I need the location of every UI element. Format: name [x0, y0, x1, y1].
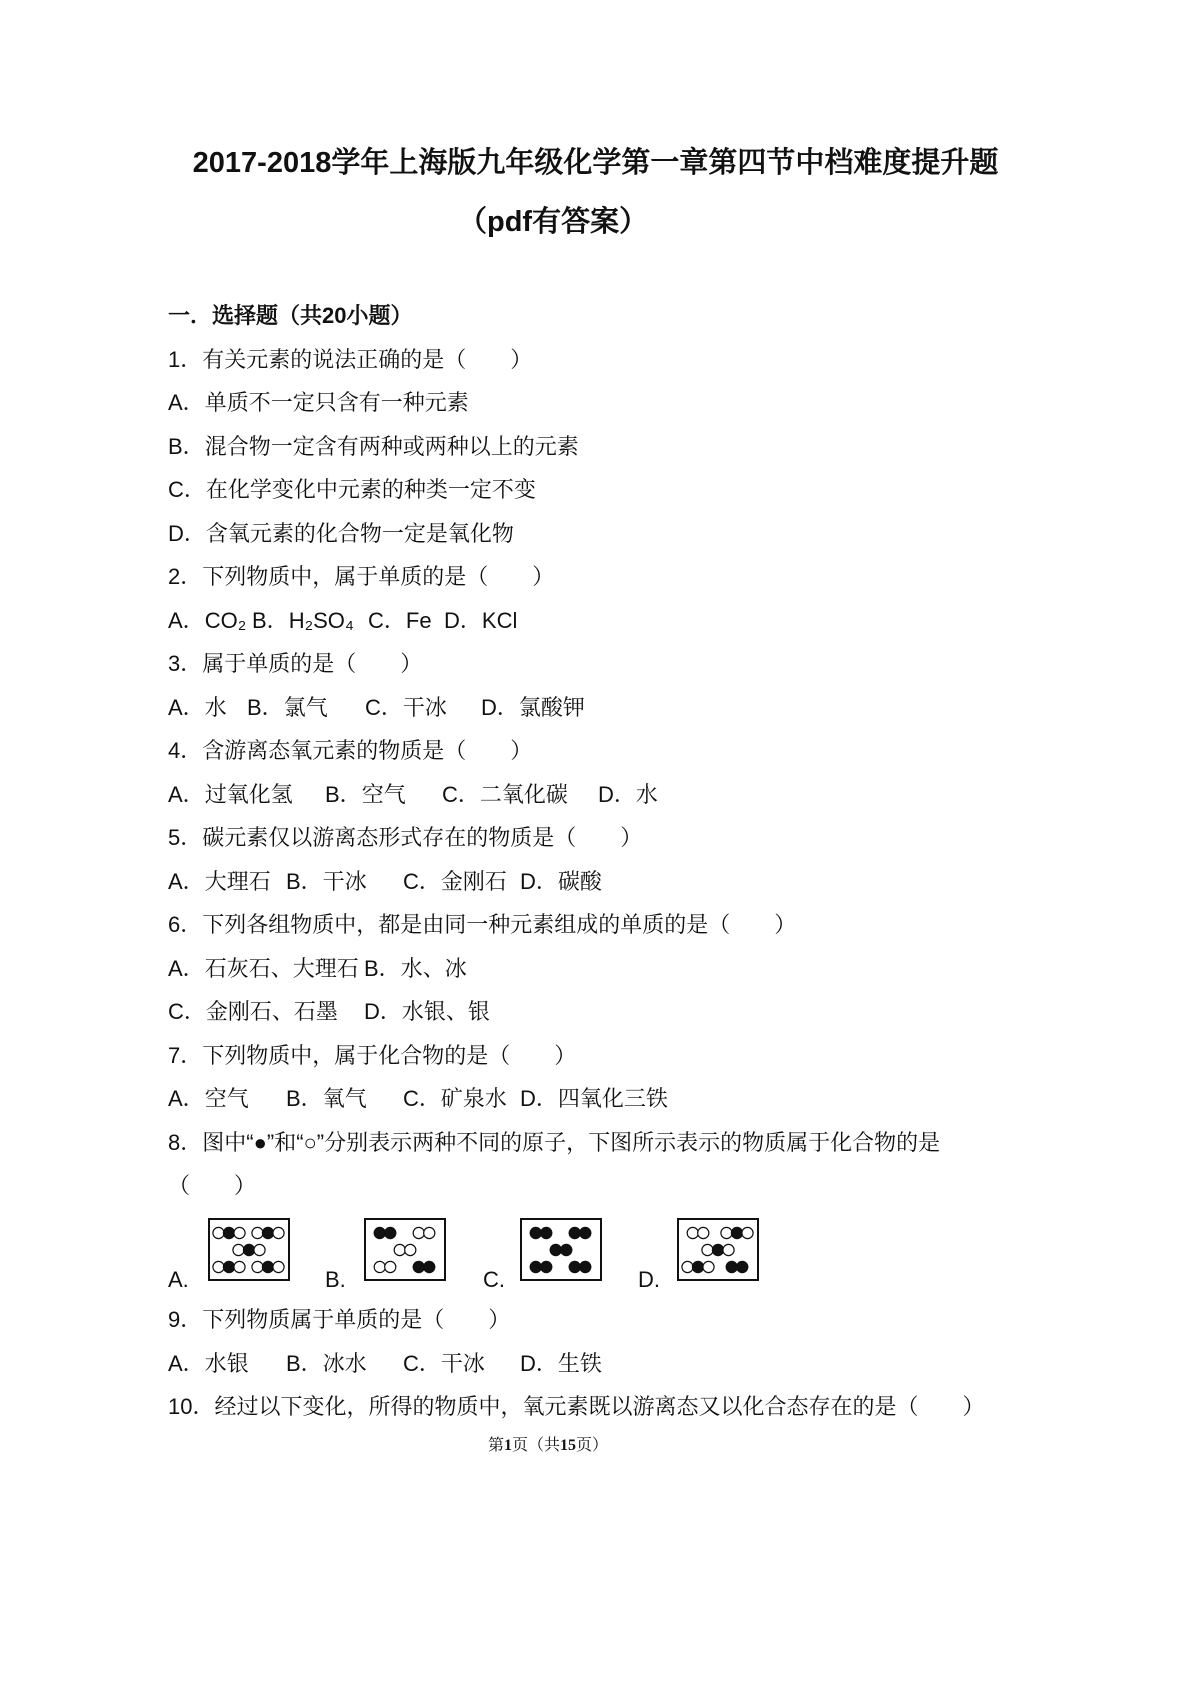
molecule: [233, 1244, 265, 1255]
option-b: [252, 599, 354, 643]
option-label: B．: [247, 694, 284, 720]
options-row: [168, 773, 1068, 817]
option-text: 在化学变化中元素的种类一定不变: [205, 477, 536, 502]
option-a: [168, 947, 359, 991]
molecule: [213, 1261, 245, 1272]
molecule-diagram-a: [208, 1218, 290, 1281]
option-text: 水、冰: [400, 955, 467, 981]
option-label: B．: [286, 868, 323, 894]
option-label: B．: [325, 781, 362, 807]
atom-white: [723, 1244, 734, 1255]
molecule: [702, 1244, 734, 1255]
option-label: C．: [403, 1350, 441, 1376]
footer-total-pages: 15: [560, 1437, 577, 1454]
atom-white: [424, 1227, 435, 1238]
option-label: D．: [520, 1086, 558, 1111]
question-number: 5．: [168, 825, 203, 850]
option-label: B．: [252, 607, 289, 633]
molecule: [252, 1227, 284, 1238]
option-text: KCl: [481, 607, 518, 633]
atom-white: [394, 1244, 405, 1255]
option-a: [168, 860, 271, 904]
atom-black: [424, 1261, 435, 1272]
atom-black: [530, 1261, 541, 1272]
option-d: [168, 512, 1068, 556]
option-text: 过氧化氢: [204, 781, 293, 807]
option-c: [403, 860, 507, 904]
option-text: 干冰: [402, 694, 447, 720]
question-stem: 有关元素的说法正确的是（ ）: [202, 346, 533, 372]
option-b: [286, 1077, 367, 1121]
option-text: 金刚石: [440, 868, 507, 894]
option-text: 冰水: [322, 1350, 367, 1376]
molecule-diagram-c: [520, 1218, 602, 1281]
option-text: 空气: [204, 1086, 249, 1111]
atom-black: [223, 1227, 234, 1238]
question-stem: 碳元素仅以游离态形式存在的物质是（ ）: [202, 825, 643, 850]
option-b: [364, 947, 467, 991]
atom-black: [580, 1261, 591, 1272]
option-text: 矿泉水: [440, 1086, 507, 1111]
option-text: 生铁: [557, 1350, 602, 1376]
option-text: 含氧元素的化合物一定是氧化物: [205, 520, 514, 546]
atom-black: [374, 1227, 385, 1238]
option-b: [286, 1342, 367, 1386]
option-c: [403, 1077, 507, 1121]
option-text: 水银、银: [401, 999, 490, 1024]
molecule: [721, 1227, 753, 1238]
atom-white: [213, 1261, 224, 1272]
option-a: [168, 1077, 249, 1121]
atom-black: [223, 1261, 234, 1272]
footer-page-number: 1: [504, 1437, 513, 1454]
options-row: [168, 860, 1068, 904]
option-d: [364, 990, 490, 1034]
option-label: D．: [168, 520, 206, 546]
question-number: 8．: [168, 1129, 203, 1155]
option-label: C．: [403, 868, 441, 894]
option-label: A．: [168, 390, 205, 415]
question-stem: 属于单质的是（ ）: [202, 651, 423, 676]
option-text: 氧气: [322, 1086, 367, 1111]
atom-white: [682, 1261, 693, 1272]
atom-black: [692, 1261, 703, 1272]
option-a: [168, 686, 227, 730]
question-number: 4．: [168, 738, 203, 763]
option-label: A．: [168, 694, 205, 720]
atom-black: [262, 1227, 273, 1238]
option-b: [247, 686, 328, 730]
question-8-blank: （ ）: [168, 1173, 257, 1198]
option-label: B．: [286, 1350, 323, 1376]
molecule-diagram-b: [364, 1218, 446, 1281]
option-text: 水: [635, 781, 658, 807]
question-stem: 下列物质中，属于化合物的是（ ）: [202, 1042, 577, 1068]
atom-white: [273, 1261, 284, 1272]
option-text: 水: [204, 694, 227, 720]
atom-black: [569, 1227, 580, 1238]
option-label: A．: [168, 781, 205, 807]
option-label: C．: [368, 607, 406, 633]
question-1: [168, 338, 1068, 382]
option-text: H₂SO₄: [288, 607, 354, 633]
question-number: 2．: [168, 564, 203, 589]
molecule-diagram-d: [677, 1218, 759, 1281]
option-c: [168, 990, 338, 1034]
option-d: [444, 599, 517, 643]
question-6: [168, 903, 1068, 947]
option-label: A．: [168, 868, 205, 894]
option-text: 空气: [361, 781, 406, 807]
atom-white: [385, 1261, 396, 1272]
atom-black: [731, 1227, 742, 1238]
atom-black: [580, 1227, 591, 1238]
option-text: 大理石: [204, 868, 271, 894]
option-label: A．: [168, 1086, 205, 1111]
question-stem: 图中“●”和“○”分别表示两种不同的原子，下图所示表示的物质属于化合物的是: [202, 1129, 941, 1155]
atom-white: [703, 1261, 714, 1272]
question-2: [168, 555, 1068, 599]
option-d: [481, 686, 585, 730]
question-number: 3．: [168, 651, 203, 676]
option-label: D．: [598, 781, 636, 807]
atom-black: [569, 1261, 580, 1272]
atom-white: [374, 1261, 385, 1272]
question-3: [168, 642, 1068, 686]
option-d: [520, 1077, 668, 1121]
footer-suffix: 页）: [576, 1437, 609, 1454]
page-footer: [488, 1436, 608, 1456]
question-4: [168, 729, 1068, 773]
option-label: A．: [168, 1350, 205, 1376]
option-d: [520, 1342, 602, 1386]
atom-white: [252, 1227, 263, 1238]
option-label: B.: [325, 1266, 346, 1292]
atom-black: [243, 1244, 254, 1255]
question-number: 7．: [168, 1042, 203, 1068]
question-number: 6．: [168, 912, 203, 937]
option-text: 四氧化三铁: [557, 1086, 668, 1111]
atom-white: [252, 1261, 263, 1272]
atom-white: [702, 1244, 713, 1255]
option-label: D．: [444, 607, 482, 633]
atom-black: [712, 1244, 723, 1255]
atom-white: [721, 1227, 732, 1238]
atom-black: [541, 1261, 552, 1272]
option-label: A．: [168, 607, 205, 633]
option-text: 石灰石、大理石: [204, 955, 359, 981]
atom-white: [405, 1244, 416, 1255]
molecule: [682, 1261, 714, 1272]
option-a: [168, 1342, 249, 1386]
atom-white: [698, 1227, 709, 1238]
question-stem: 经过以下变化，所得的物质中，氧元素既以游离态又以化合态存在的是（ ）: [214, 1394, 985, 1419]
option-label: A．: [168, 955, 205, 981]
question-10: [168, 1385, 1068, 1429]
atom-white: [234, 1227, 245, 1238]
option-label: D．: [364, 999, 402, 1024]
option-label: C.: [483, 1266, 505, 1292]
atom-black: [530, 1227, 541, 1238]
atom-white: [234, 1261, 245, 1272]
option-text: 混合物一定含有两种或两种以上的元素: [204, 433, 579, 459]
option-label: D．: [481, 694, 519, 720]
option-d: [598, 773, 658, 817]
option-label: B．: [168, 433, 205, 459]
option-text: 金刚石、石墨: [205, 999, 338, 1024]
atom-black: [413, 1261, 424, 1272]
atom-white: [413, 1227, 424, 1238]
option-c: [168, 468, 1068, 512]
question-8: [168, 1121, 1068, 1165]
footer-middle: 页（共: [512, 1437, 561, 1454]
atom-black: [561, 1244, 572, 1255]
atom-black: [550, 1244, 561, 1255]
question-stem: 含游离态氧元素的物质是（ ）: [202, 738, 533, 763]
option-c: [365, 686, 447, 730]
question-5: [168, 816, 1068, 860]
option-text: 单质不一定只含有一种元素: [204, 390, 469, 415]
option-b: [168, 425, 1068, 469]
option-a: [168, 599, 246, 643]
option-label: C．: [442, 781, 480, 807]
option-label: C．: [168, 999, 206, 1024]
option-c: [403, 1342, 485, 1386]
atom-black: [262, 1261, 273, 1272]
atom-white: [742, 1227, 753, 1238]
option-text: 氯酸钾: [518, 694, 585, 720]
atom-white: [213, 1227, 224, 1238]
section-heading: 一．选择题（共20小题）: [168, 303, 413, 328]
document-subtitle: （pdf有答案）: [458, 206, 649, 238]
molecule: [213, 1227, 245, 1238]
atom-white: [233, 1244, 244, 1255]
option-c: [442, 773, 568, 817]
molecule: [252, 1261, 284, 1272]
option-label: A.: [168, 1266, 189, 1292]
option-text: Fe: [405, 607, 432, 633]
option-label: C．: [403, 1086, 441, 1111]
question-stem: 下列物质中，属于单质的是（ ）: [202, 564, 555, 589]
option-label: D.: [638, 1266, 660, 1292]
option-b: [286, 860, 367, 904]
question-number: 10．: [168, 1394, 215, 1419]
question-list: [168, 294, 1068, 1429]
option-a: [168, 381, 1068, 425]
options-row: [168, 1342, 1068, 1386]
diagram-options-row: [168, 1208, 1068, 1299]
option-label: B．: [286, 1086, 323, 1111]
question-9: [168, 1298, 1068, 1342]
option-label: C．: [365, 694, 403, 720]
question-stem: 下列物质属于单质的是（ ）: [202, 1307, 511, 1332]
option-text: 二氧化碳: [479, 781, 568, 807]
question-stem: 下列各组物质中，都是由同一种元素组成的单质的是（ ）: [202, 912, 797, 937]
question-number: 1．: [168, 346, 203, 372]
options-row: [168, 947, 1068, 991]
atom-black: [541, 1227, 552, 1238]
option-label: D．: [520, 868, 558, 894]
option-label: D．: [520, 1350, 558, 1376]
option-label: B．: [364, 955, 401, 981]
question-number: 9．: [168, 1307, 203, 1332]
option-b: [325, 773, 406, 817]
option-text: 干冰: [440, 1350, 485, 1376]
option-label: C．: [168, 477, 206, 502]
options-row: [168, 1077, 1068, 1121]
option-text: CO₂: [204, 607, 247, 633]
option-text: 水银: [204, 1350, 249, 1376]
document-title: 2017-2018学年上海版九年级化学第一章第四节中档难度提升题: [192, 147, 999, 179]
options-row: [168, 599, 1068, 643]
atom-black: [737, 1261, 748, 1272]
option-text: 碳酸: [557, 868, 602, 894]
option-c: [368, 599, 432, 643]
option-text: 氯气: [283, 694, 328, 720]
question-7: [168, 1034, 1068, 1078]
atom-black: [385, 1227, 396, 1238]
footer-prefix: 第: [488, 1437, 505, 1454]
atom-white: [273, 1227, 284, 1238]
atom-black: [726, 1261, 737, 1272]
atom-white: [254, 1244, 265, 1255]
option-d: [520, 860, 602, 904]
option-text: 干冰: [322, 868, 367, 894]
options-row: [168, 686, 1068, 730]
options-row: [168, 990, 1068, 1034]
option-a: [168, 773, 293, 817]
atom-white: [687, 1227, 698, 1238]
